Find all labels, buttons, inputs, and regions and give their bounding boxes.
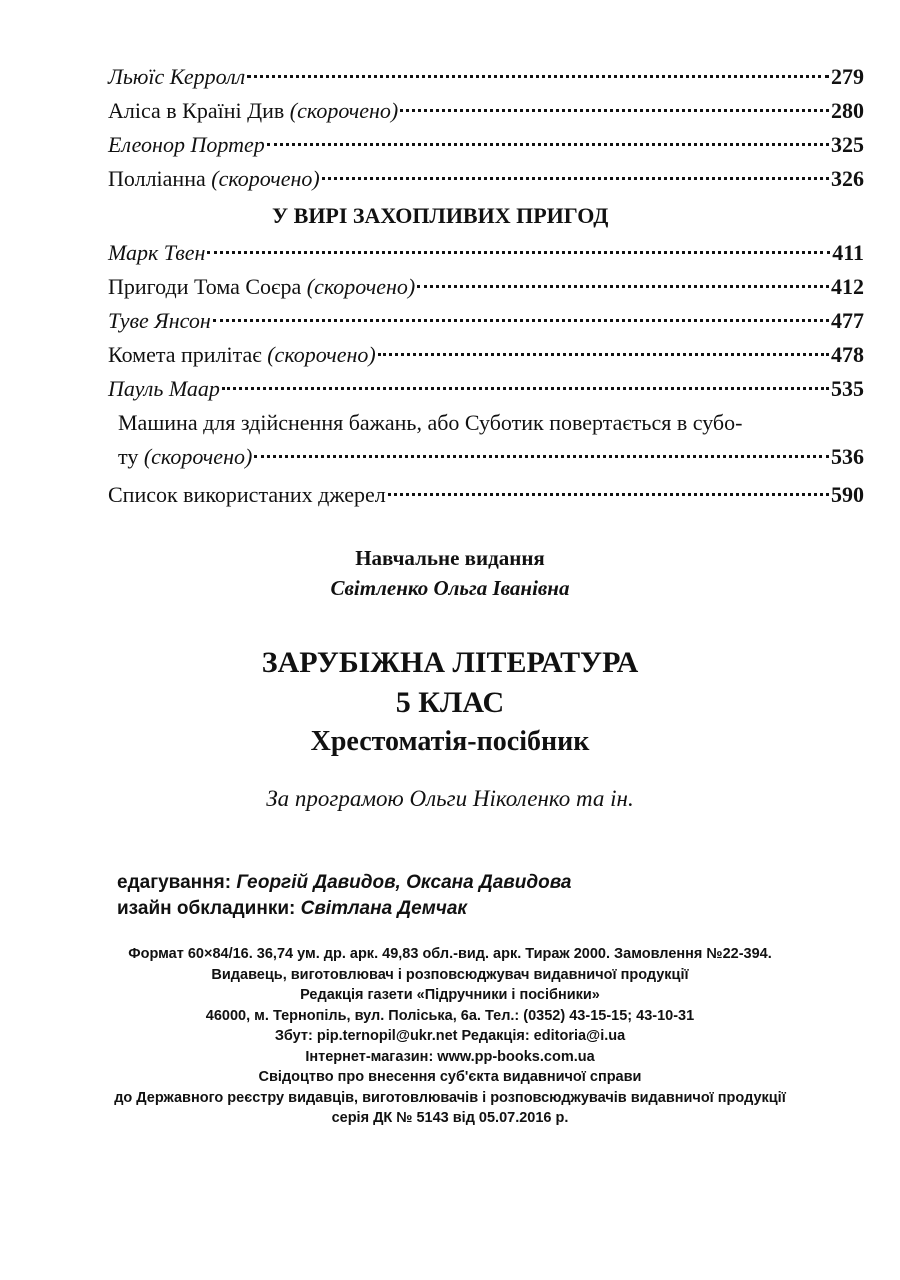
- toc-leader: [247, 75, 829, 78]
- toc-note: (скорочено): [267, 342, 376, 367]
- toc-entry-work: [108, 270, 864, 304]
- imprint: [0, 944, 900, 1129]
- toc-label: Аліса в Країні Див (скорочено): [108, 98, 399, 123]
- imprint-line: серія ДК № 5143 від 05.07.2016 р.: [331, 1110, 569, 1126]
- toc-label: Марк Твен: [108, 240, 206, 265]
- toc-entry-author: [108, 372, 864, 406]
- toc-label: Список використаних джерел: [108, 482, 386, 507]
- toc-entry-author: [108, 60, 864, 94]
- toc-note: (скорочено): [143, 444, 253, 469]
- toc-leader: [213, 319, 829, 322]
- toc-entry-work: [108, 94, 864, 128]
- toc-label: Пригоди Тома Соєра (скорочено): [108, 274, 416, 299]
- book-author: Світленко Ольга Іванівна: [330, 576, 570, 600]
- table-of-contents: [108, 60, 864, 512]
- toc-label: Полліанна (скорочено): [108, 166, 320, 191]
- toc-page-number: 411: [832, 240, 864, 265]
- toc-leader: [267, 143, 829, 146]
- toc-label: Туве Янсон: [108, 308, 211, 333]
- toc-entry-work: [108, 338, 864, 372]
- toc-leader: [378, 353, 829, 356]
- toc-page-number: 326: [831, 166, 864, 191]
- imprint-line: Свідоцтво про внесення суб'єкта видавничої справи: [258, 1069, 642, 1085]
- imprint-line: Редакція газети «Підручники і посібники»: [300, 987, 600, 1003]
- toc-leader: [222, 387, 829, 390]
- toc-leader: [400, 109, 829, 112]
- toc-entry-sources: [108, 478, 864, 512]
- toc-label-line1: Машина для здійснення бажань, або Суботик повертається в субо-: [118, 410, 743, 435]
- toc-note: (скорочено): [211, 166, 320, 191]
- toc-page-number: 279: [831, 64, 864, 89]
- toc-page-number: 536: [831, 444, 864, 469]
- toc-page-number: 478: [831, 342, 864, 367]
- edition-type: Навчальне видання: [355, 546, 545, 570]
- toc-leader: [417, 285, 829, 288]
- credit-design: изайн обкладинки: Світлана Демчак: [117, 898, 468, 919]
- toc-leader: [388, 493, 829, 496]
- toc-entry-work: [108, 162, 864, 196]
- toc-leader: [254, 455, 829, 458]
- toc-label: Елеонор Портер: [108, 132, 265, 157]
- toc-label: Комета прилітає (скорочено): [108, 342, 376, 367]
- imprint-line: Формат 60×84/16. 36,74 ум. др. арк. 49,83 обл.-вид. арк. Тираж 2000. Замовлення №22-394.: [128, 946, 772, 962]
- imprint-line: Збут: pip.ternopil@ukr.net Редакція: editoria@i.ua: [274, 1028, 626, 1044]
- toc-note: (скорочено): [306, 274, 416, 299]
- toc-entry-author: [108, 304, 864, 338]
- toc-label: Льюїс Керролл: [108, 64, 246, 89]
- imprint-line: Видавець, виготовлювач і розповсюджувач видавничої продукції: [211, 966, 689, 983]
- toc-page-number: 535: [831, 376, 864, 401]
- book-type: Хрестоматія-посібник: [310, 726, 590, 757]
- credit-editing: едагування: Георгій Давидов, Оксана Давидова: [117, 872, 572, 893]
- toc-page-number: 590: [831, 482, 864, 507]
- toc-note: (скорочено): [289, 98, 399, 123]
- toc-page-number: 412: [831, 274, 864, 299]
- imprint-line: Інтернет-магазин: www.pp-books.com.ua: [305, 1048, 595, 1065]
- toc-label: Пауль Маар: [108, 376, 220, 401]
- toc-entry-author: [108, 236, 864, 270]
- toc-entry-work-long: [108, 406, 864, 478]
- toc-leader: [322, 177, 829, 180]
- credits: [117, 870, 572, 922]
- toc-entry-author: [108, 128, 864, 162]
- book-program: За програмою Ольги Ніколенко та ін.: [266, 786, 634, 811]
- toc-page-number: 477: [831, 308, 864, 333]
- book-grade: 5 КЛАС: [395, 686, 505, 719]
- toc-section-title: У ВИРІ ЗАХОПЛИВИХ ПРИГОД: [272, 203, 609, 228]
- book-title: ЗАРУБІЖНА ЛІТЕРАТУРА: [261, 646, 639, 679]
- imprint-line: до Державного реєстру видавців, виготовлювачів і розповсюджувачів видавничої продукції: [114, 1089, 786, 1106]
- toc-label-line2: ту (скорочено): [118, 444, 253, 469]
- toc-leader: [207, 251, 830, 254]
- imprint-line: 46000, м. Тернопіль, вул. Поліська, 6а. Тел.: (0352) 43-15-15; 43-10-31: [205, 1007, 695, 1024]
- toc-page-number: 280: [831, 98, 864, 123]
- toc-page-number: 325: [831, 132, 864, 157]
